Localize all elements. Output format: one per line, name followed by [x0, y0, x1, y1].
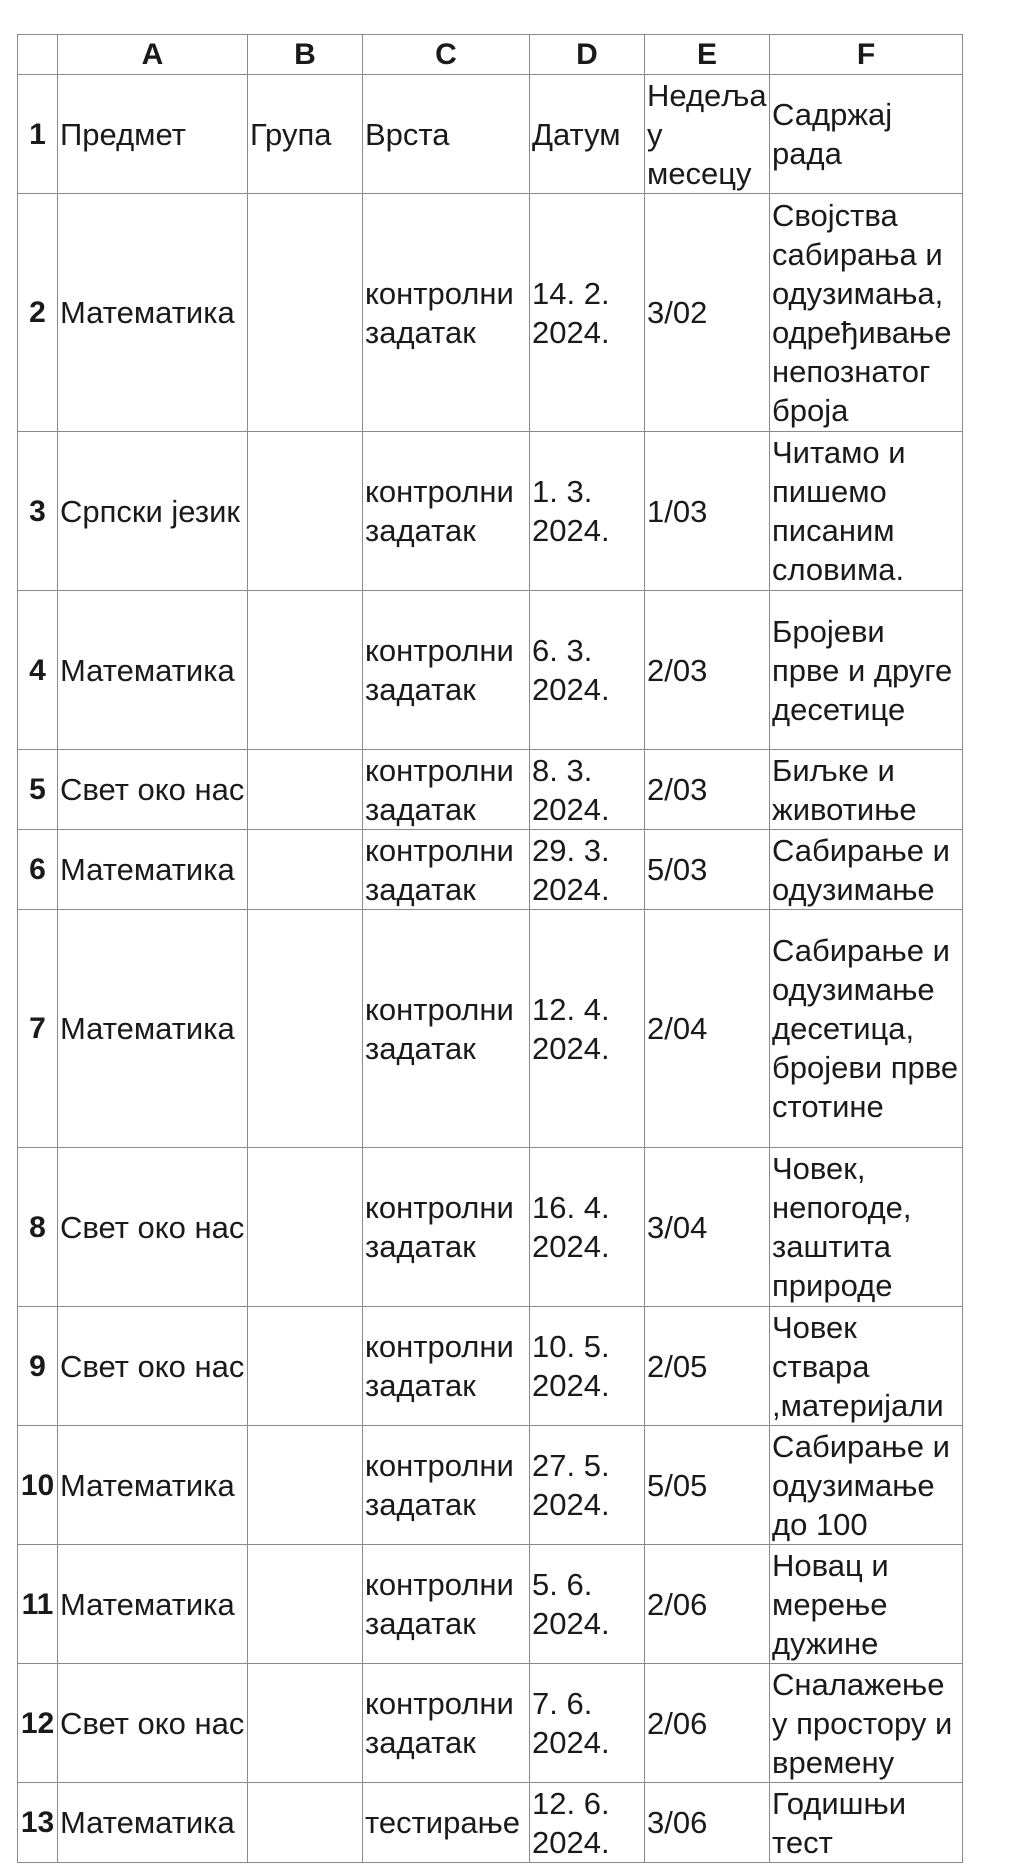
column-header-d[interactable]: D: [530, 35, 645, 75]
cell-d[interactable]: 8. 3. 2024.: [530, 750, 645, 830]
column-header-b[interactable]: B: [248, 35, 363, 75]
row-header[interactable]: 2: [18, 194, 58, 432]
cell-b[interactable]: [248, 750, 363, 830]
row-header[interactable]: 9: [18, 1307, 58, 1426]
cell-c[interactable]: контролни задатак: [363, 194, 530, 432]
spreadsheet-table: [17, 34, 963, 1863]
row-header[interactable]: 10: [18, 1426, 58, 1545]
cell-f[interactable]: Човек, непогоде, заштита природе: [770, 1148, 963, 1307]
cell-b[interactable]: [248, 1545, 363, 1664]
cell-e[interactable]: 2/06: [645, 1664, 770, 1783]
row-header[interactable]: 3: [18, 432, 58, 591]
cell-d[interactable]: 12. 4. 2024.: [530, 910, 645, 1148]
cell-c[interactable]: тестирање: [363, 1783, 530, 1863]
table-row: [18, 591, 963, 750]
cell-c[interactable]: контролни задатак: [363, 750, 530, 830]
cell-d[interactable]: 14. 2. 2024.: [530, 194, 645, 432]
row-header[interactable]: 13: [18, 1783, 58, 1863]
cell-f[interactable]: Садржај рада: [770, 75, 963, 194]
cell-f[interactable]: Човек ствара ,материјали: [770, 1307, 963, 1426]
cell-a[interactable]: Предмет: [58, 75, 248, 194]
cell-a[interactable]: Математика: [58, 591, 248, 750]
column-header-c[interactable]: C: [363, 35, 530, 75]
corner-cell[interactable]: [18, 35, 58, 75]
row-header[interactable]: 1: [18, 75, 58, 194]
cell-c[interactable]: контролни задатак: [363, 591, 530, 750]
cell-c[interactable]: контролни задатак: [363, 1664, 530, 1783]
cell-e[interactable]: 2/04: [645, 910, 770, 1148]
row-header[interactable]: 6: [18, 830, 58, 910]
cell-a[interactable]: Свет око нас: [58, 750, 248, 830]
cell-a[interactable]: Математика: [58, 1426, 248, 1545]
cell-c[interactable]: контролни задатак: [363, 1148, 530, 1307]
table-row: [18, 1148, 963, 1307]
cell-c[interactable]: контролни задатак: [363, 910, 530, 1148]
column-header-a[interactable]: A: [58, 35, 248, 75]
cell-f[interactable]: Биљке и животиње: [770, 750, 963, 830]
row-header[interactable]: 7: [18, 910, 58, 1148]
cell-a[interactable]: Математика: [58, 194, 248, 432]
cell-f[interactable]: Сабирање и одузимање: [770, 830, 963, 910]
cell-f[interactable]: Годишњи тест: [770, 1783, 963, 1863]
cell-a[interactable]: Математика: [58, 1783, 248, 1863]
spreadsheet-grid: [18, 35, 963, 1863]
cell-c[interactable]: контролни задатак: [363, 1307, 530, 1426]
cell-e[interactable]: 1/03: [645, 432, 770, 591]
cell-f[interactable]: Сабирање и одузимање до 100: [770, 1426, 963, 1545]
cell-e[interactable]: 5/05: [645, 1426, 770, 1545]
cell-f[interactable]: Читамо и пишемо писаним словима.: [770, 432, 963, 591]
cell-f[interactable]: Својства сабирања и одузимања, одређивање непознатог броја: [770, 194, 963, 432]
cell-f[interactable]: Бројеви прве и друге десетице: [770, 591, 963, 750]
cell-a[interactable]: Математика: [58, 830, 248, 910]
cell-b[interactable]: Група: [248, 75, 363, 194]
cell-d[interactable]: 12. 6. 2024.: [530, 1783, 645, 1863]
cell-c[interactable]: контролни задатак: [363, 1426, 530, 1545]
cell-d[interactable]: 7. 6. 2024.: [530, 1664, 645, 1783]
table-row: [18, 194, 963, 432]
column-header-f[interactable]: F: [770, 35, 963, 75]
cell-b[interactable]: [248, 910, 363, 1148]
cell-a[interactable]: Свет око нас: [58, 1664, 248, 1783]
cell-b[interactable]: [248, 591, 363, 750]
cell-e[interactable]: 3/06: [645, 1783, 770, 1863]
cell-e[interactable]: 2/06: [645, 1545, 770, 1664]
cell-e[interactable]: 3/02: [645, 194, 770, 432]
cell-b[interactable]: [248, 432, 363, 591]
table-row: [18, 1545, 963, 1664]
cell-f[interactable]: Новац и мерење дужине: [770, 1545, 963, 1664]
cell-a[interactable]: Свет око нас: [58, 1148, 248, 1307]
table-row: [18, 910, 963, 1148]
cell-d[interactable]: 5. 6. 2024.: [530, 1545, 645, 1664]
column-header-e[interactable]: E: [645, 35, 770, 75]
row-header[interactable]: 12: [18, 1664, 58, 1783]
cell-d[interactable]: 1. 3. 2024.: [530, 432, 645, 591]
row-header[interactable]: 5: [18, 750, 58, 830]
table-row: [18, 75, 963, 194]
cell-b[interactable]: [248, 1426, 363, 1545]
cell-b[interactable]: [248, 1307, 363, 1426]
cell-b[interactable]: [248, 1664, 363, 1783]
column-header-row: [18, 35, 963, 75]
cell-e[interactable]: 2/03: [645, 591, 770, 750]
cell-e[interactable]: Недеља у месецу: [645, 75, 770, 194]
cell-e[interactable]: 2/05: [645, 1307, 770, 1426]
cell-d[interactable]: 27. 5. 2024.: [530, 1426, 645, 1545]
cell-f[interactable]: Сналажење у простору и времену: [770, 1664, 963, 1783]
row-header[interactable]: 8: [18, 1148, 58, 1307]
cell-d[interactable]: 16. 4. 2024.: [530, 1148, 645, 1307]
table-row: [18, 1426, 963, 1545]
row-header[interactable]: 4: [18, 591, 58, 750]
table-row: [18, 1783, 963, 1863]
cell-a[interactable]: Математика: [58, 1545, 248, 1664]
cell-a[interactable]: Свет око нас: [58, 1307, 248, 1426]
cell-b[interactable]: [248, 1148, 363, 1307]
cell-b[interactable]: [248, 1783, 363, 1863]
cell-d[interactable]: 10. 5. 2024.: [530, 1307, 645, 1426]
cell-a[interactable]: Математика: [58, 910, 248, 1148]
table-row: [18, 432, 963, 591]
table-row: [18, 1307, 963, 1426]
row-header[interactable]: 11: [18, 1545, 58, 1664]
table-row: [18, 830, 963, 910]
cell-c[interactable]: контролни задатак: [363, 830, 530, 910]
cell-e[interactable]: 3/04: [645, 1148, 770, 1307]
cell-b[interactable]: [248, 830, 363, 910]
spreadsheet: [17, 34, 963, 1863]
table-row: [18, 1664, 963, 1783]
cell-e[interactable]: 2/03: [645, 750, 770, 830]
cell-d[interactable]: 6. 3. 2024.: [530, 591, 645, 750]
cell-e[interactable]: 5/03: [645, 830, 770, 910]
table-row: [18, 750, 963, 830]
cell-f[interactable]: Сабирање и одузимање десетица, бројеви прве стотине: [770, 910, 963, 1148]
cell-d[interactable]: Датум: [530, 75, 645, 194]
cell-b[interactable]: [248, 194, 363, 432]
cell-c[interactable]: контролни задатак: [363, 1545, 530, 1664]
cell-d[interactable]: 29. 3. 2024.: [530, 830, 645, 910]
cell-c[interactable]: Врста: [363, 75, 530, 194]
cell-a[interactable]: Српски језик: [58, 432, 248, 591]
cell-c[interactable]: контролни задатак: [363, 432, 530, 591]
